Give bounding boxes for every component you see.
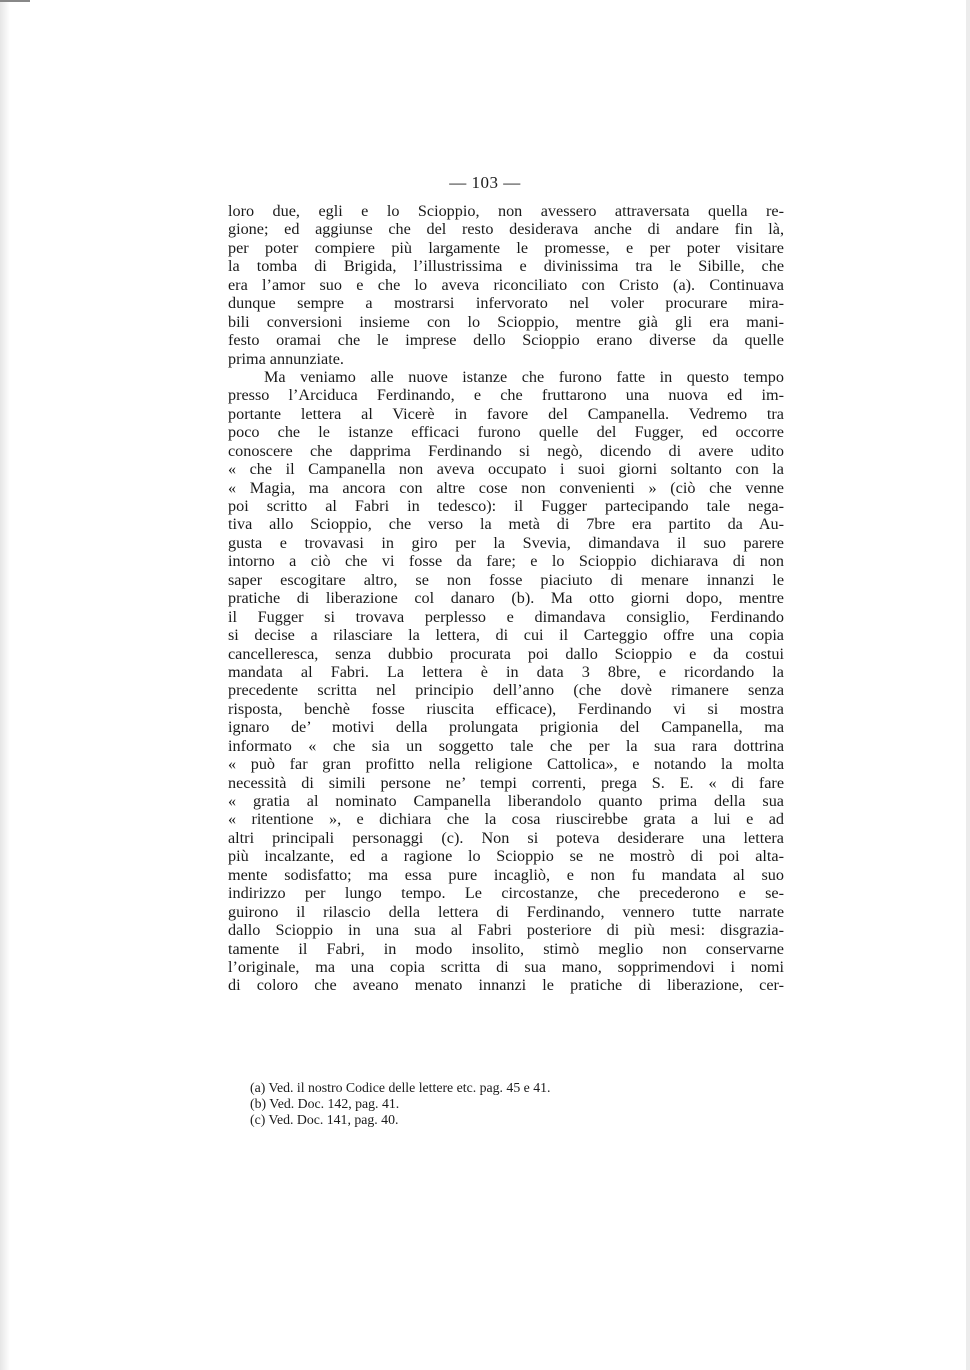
text-line: tamente il Fabri, in modo insolito, stimò meglio non conservarne xyxy=(228,939,784,958)
text-line: dallo Scioppio in una sua al Fabri posteriore di più mesi: disgrazia- xyxy=(228,921,784,940)
text-line: cancelleresca, senza dubbio procurata poi dallo Scioppio e da costui xyxy=(228,644,784,663)
text-line: più incalzante, ed a ragione lo Scioppio se ne mostrò di poi alta- xyxy=(228,847,784,866)
text-line: risposta, benchè fosse riuscita efficace), Ferdinando vi si mostra xyxy=(228,699,784,718)
scan-edge-left xyxy=(0,0,10,1370)
text-line: saper escogitare altro, se non fosse piaciuto di menare innanzi le xyxy=(228,570,784,589)
text-line: di coloro che aveano menato innanzi le pratiche di liberazione, cer- xyxy=(228,976,784,995)
top-rule xyxy=(0,0,30,2)
text-line: tiva allo Scioppio, che verso la metà di 7bre era partito da Au- xyxy=(228,515,784,534)
text-line: l’originale, ma una copia scritta di sua mano, sopprimendovi i nomi xyxy=(228,957,784,976)
text-line: festo oramai che le imprese dello Scioppio erano diverse da quelle xyxy=(228,331,784,350)
text-line: il Fugger si trovava perplesso e dimandava consiglio, Ferdinando xyxy=(228,607,784,626)
text-line: « ritentione », e dichiara che la cosa riuscirebbe grata a lui e ad xyxy=(228,810,784,829)
text-line: dunque sempre a mostrarsi infervorato nel voler procurare mira- xyxy=(228,294,784,313)
text-line: gusta e trovavasi in giro per la Svevia, dimandava il suo parere xyxy=(228,533,784,552)
text-line: indirizzo per lungo tempo. Le circostanze, che precederono e se- xyxy=(228,884,784,903)
footnotes xyxy=(250,1080,770,1128)
text-line: per poter compiere più largamente le promesse, e per poter visitare xyxy=(228,238,784,257)
text-line: informato « che sia un soggetto tale che per la sua rara dottrina xyxy=(228,736,784,755)
text-line: loro due, egli e lo Scioppio, non avessero attraversata quella re- xyxy=(228,202,784,220)
text-line: presso l’Arciduca Ferdinando, e che fruttarono una nuova ed im- xyxy=(228,386,784,405)
body-text xyxy=(228,202,784,995)
text-line: poco che le istanze efficaci furono quelle del Fugger, ed occorre xyxy=(228,423,784,442)
text-line: intorno a ciò che vi fosse da fare; e lo Scioppio dichiarava di non xyxy=(228,552,784,571)
text-line: altri principali personaggi (c). Non si poteva desiderare una lettera xyxy=(228,828,784,847)
text-line: guirono il rilascio della lettera di Ferdinando, vennero tutte narrate xyxy=(228,902,784,921)
text-line: la tomba di Brigida, l’illustrissima e divinissima tra le Sibille, che xyxy=(228,257,784,276)
text-line: gione; ed aggiunse che del resto desiderava anche di andare fin là, xyxy=(228,220,784,239)
text-line: poi scritto al Fabri in tedesco): il Fugger partecipando tale nega- xyxy=(228,497,784,515)
text-line: mandata al Fabri. La lettera è in data 3 8bre, e ricordando la xyxy=(228,662,784,681)
page-number: — 103 — xyxy=(449,173,521,192)
text-line: necessità di simili persone ne’ tempi correnti, prega S. E. « di fare xyxy=(228,773,784,792)
scan-edge-right xyxy=(966,0,970,1370)
footnote-b: (b) Ved. Doc. 142, pag. 41. xyxy=(250,1096,400,1111)
footnote-a: (a) Ved. il nostro Codice delle lettere etc. pag. 45 e 41. xyxy=(250,1080,551,1095)
text-line: « che il Campanella non aveva occupato i suoi giorni soltanto con la xyxy=(228,460,784,479)
text-line: precedente scritta nel principio dell’anno (che dovè rimanere senza xyxy=(228,681,784,700)
text-line: ignaro de’ motivi della prolungata prigionia del Campanella, ma xyxy=(228,718,784,737)
text-line: « gratia al nominato Campanella liberandolo quanto prima della sua xyxy=(228,792,784,810)
text-line: pratiche di liberazione col danaro (b). Ma otto giorni dopo, mentre xyxy=(228,589,784,608)
text-line: prima annunziate. xyxy=(228,349,344,368)
text-line: bili conversioni insieme con lo Scioppio, mentre già gli era mani- xyxy=(228,312,784,331)
text-line: era l’amor suo e che lo aveva riconciliato con Cristo (a). Continuava xyxy=(228,275,784,294)
text-line: mente sodisfatto; ma essa pure incagliò, e non fu mandata al suo xyxy=(228,865,784,884)
text-line: « Magia, ma ancora con altre cose non convenienti » (ciò che venne xyxy=(228,478,784,497)
text-line: Ma veniamo alle nuove istanze che furono fatte in questo tempo xyxy=(264,367,784,386)
text-line: portante lettera al Vicerè in favore del Campanella. Vedremo tra xyxy=(228,404,784,423)
text-line: « può far gran profitto nella religione Cattolica», e notando la molta xyxy=(228,755,784,774)
text-line: si decise a rilasciare la lettera, di cui il Carteggio offre una copia xyxy=(228,626,784,645)
text-line: conoscere che dapprima Ferdinando si negò, dicendo di avere udito xyxy=(228,441,784,460)
footnote-c: (c) Ved. Doc. 141, pag. 40. xyxy=(250,1112,399,1127)
